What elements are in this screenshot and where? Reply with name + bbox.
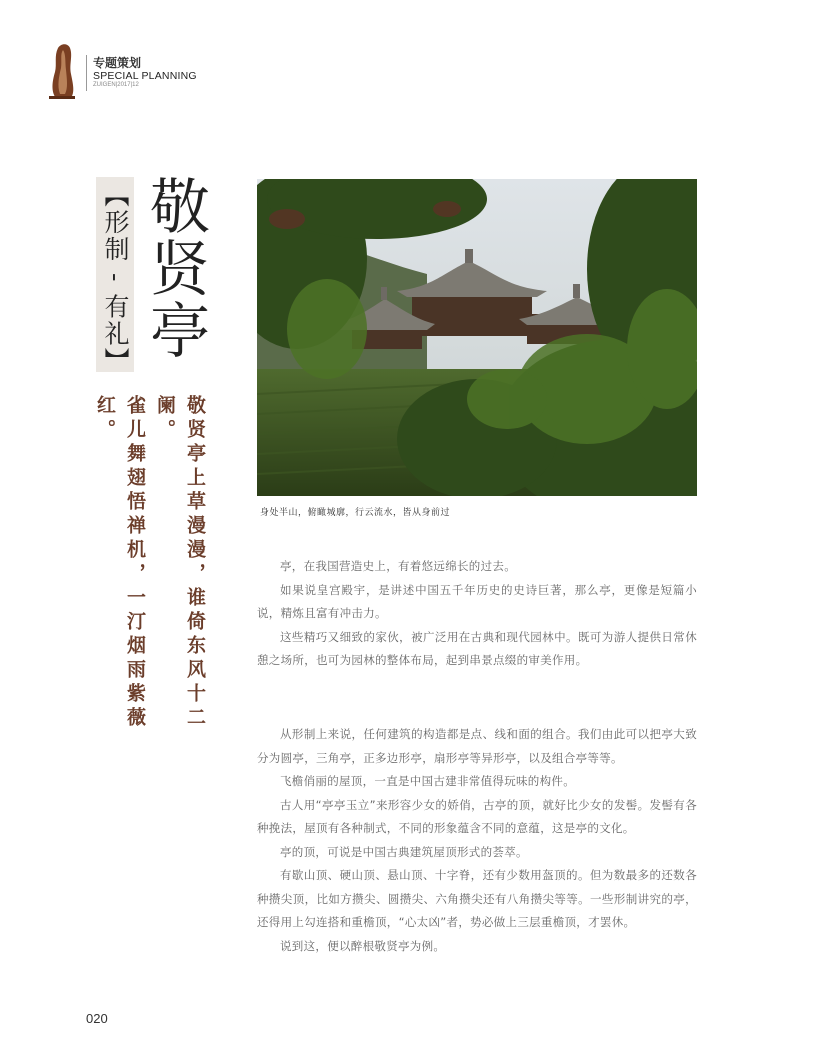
section-title-cn: 专题策划 xyxy=(93,56,142,70)
article-intro xyxy=(257,555,697,673)
paragraph: 亭的顶，可说是中国古典建筑屋顶形式的荟萃。 xyxy=(280,844,528,859)
photo-caption: 身处半山，俯瞰城廓，行云流水，皆从身前过 xyxy=(260,508,451,518)
paragraph: 从形制上来说，任何建筑的构造都是点、线和面的组合。我们由此可以把亭大致分为圆亭，三角亭，正多边形亭，扇形亭等异形亭，以及组合亭等等。 xyxy=(257,727,697,765)
page-number: 020 xyxy=(86,1011,108,1026)
paragraph: 说到这，便以醉根敬贤亭为例。 xyxy=(280,938,446,953)
article-title: 敬贤亭 xyxy=(140,175,210,361)
article-body xyxy=(257,723,697,958)
category-tag-text: 【形制 - 有礼】 xyxy=(101,182,130,375)
paragraph: 这些精巧又细致的家伙，被广泛用在古典和现代园林中。既可为游人提供日常休憩之场所，也可为园林的整体布局，起到串景点缀的审美作用。 xyxy=(257,629,697,667)
poem xyxy=(94,395,210,755)
paragraph: 有歇山顶、硬山顶、悬山顶、十字脊，还有少数用盔顶的。但为数最多的还数各种攒尖顶，比如方攒尖、圆攒尖、六角攒尖还有八角攒尖等等。一些形制讲究的亭，还得用上勾连搭和重檐顶，“心太凶”者，势必做上三层重檐顶，才罢休。 xyxy=(257,868,697,929)
poem-line-1: 敬贤亭上草漫漫，谁倚东风十二阑。 xyxy=(154,395,206,731)
category-tag xyxy=(96,177,134,375)
pavilion-photo xyxy=(257,179,697,496)
paragraph: 如果说皇宫殿宇，是讲述中国五千年历史的史诗巨著，那么亭，更像是短篇小说，精炼且富有冲击力。 xyxy=(257,582,697,620)
poem-line-2: 雀儿舞翅悟禅机，一汀烟雨紫薇红。 xyxy=(94,395,146,731)
section-title-en: SPECIAL PLANNING xyxy=(93,70,197,82)
issue-label: ZUIGEN|2017|12 xyxy=(93,82,139,88)
paragraph: 飞檐俏丽的屋顶，一直是中国古建非常值得玩味的构件。 xyxy=(280,774,575,788)
paragraph: 古人用“亭亭玉立”来形容少女的娇俏，古亭的顶，就好比少女的发髻。发髻有各种挽法，屋顶有各种制式，不同的形象蕴含不同的意蕴，这是亭的文化。 xyxy=(257,797,697,835)
root-sculpture-logo-icon xyxy=(47,42,77,100)
paragraph: 亭，在我国营造史上，有着悠远绵长的过去。 xyxy=(280,559,516,573)
header-divider xyxy=(86,55,87,91)
